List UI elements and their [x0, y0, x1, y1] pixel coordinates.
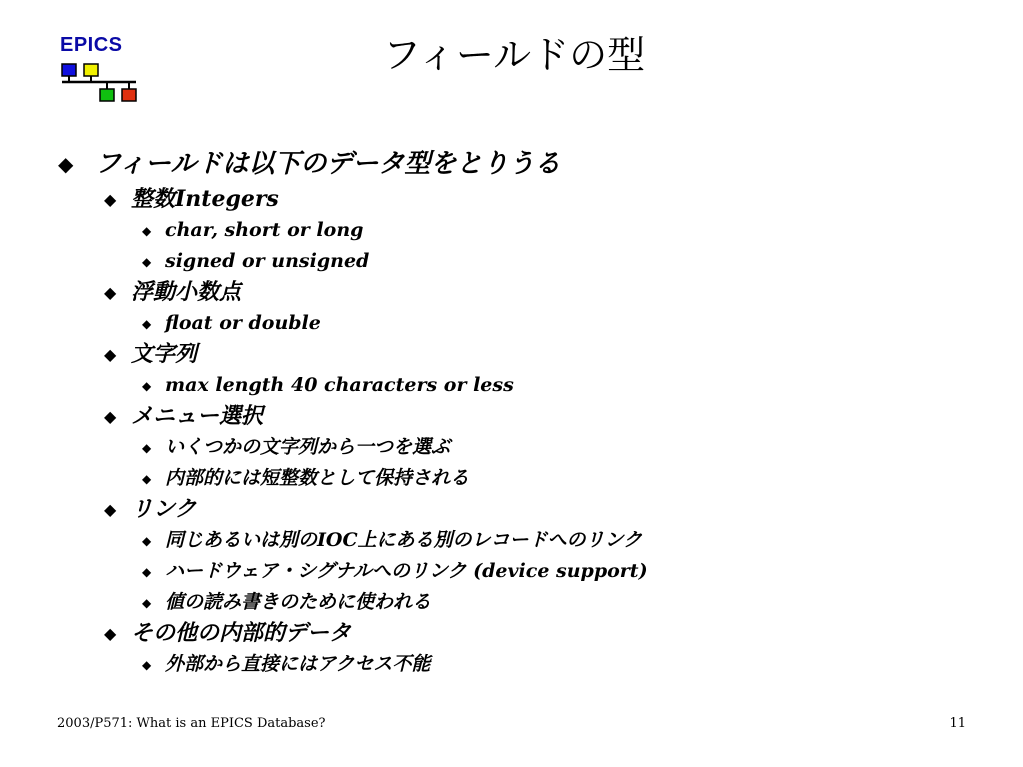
list-item-text: 文字列 — [131, 341, 198, 367]
diamond-bullet-icon: ◆ — [104, 624, 117, 643]
diamond-bullet-icon: ◆ — [142, 441, 152, 455]
diamond-bullet-icon: ◆ — [104, 345, 117, 364]
slide-title: フィールドの型 — [382, 33, 646, 77]
list-item-text: 整数Integers — [131, 186, 279, 212]
list-item-level-3 — [0, 556, 1023, 587]
list-item-text: 同じあるいは別のIOC上にある別のレコードへのリンク — [165, 529, 643, 551]
list-item-level-2 — [0, 184, 1023, 215]
list-item-text: float or double — [165, 312, 321, 334]
list-item-text: signed or unsigned — [165, 250, 370, 272]
diamond-bullet-icon: ◆ — [104, 190, 117, 209]
network-diagram-icon — [60, 62, 140, 106]
list-item-level-2 — [0, 339, 1023, 370]
diamond-bullet-icon: ◆ — [58, 152, 74, 176]
list-item-level-3 — [0, 525, 1023, 556]
diamond-bullet-icon: ◆ — [142, 534, 152, 548]
list-item-level-2 — [0, 618, 1023, 649]
diamond-bullet-icon: ◆ — [104, 283, 117, 302]
list-item-text: ハードウェア・シグナルへのリンク (device support) — [165, 560, 648, 582]
list-item-text: max length 40 characters or less — [165, 374, 514, 396]
list-item-level-2 — [0, 494, 1023, 525]
list-item-level-1 — [0, 144, 1023, 184]
list-item-text: 浮動小数点 — [131, 279, 242, 305]
logo-text: EPICS — [60, 34, 123, 56]
list-item-text: リンク — [131, 496, 197, 522]
list-item-level-2 — [0, 401, 1023, 432]
list-item-level-3 — [0, 587, 1023, 618]
diamond-bullet-icon: ◆ — [142, 565, 152, 579]
list-item-text: メニュー選択 — [131, 403, 264, 429]
diamond-bullet-icon: ◆ — [142, 255, 152, 269]
diamond-bullet-icon: ◆ — [142, 472, 152, 486]
list-item-text: 外部から直接にはアクセス不能 — [165, 653, 431, 675]
page-number: 11 — [949, 716, 966, 731]
list-item-level-3 — [0, 463, 1023, 494]
list-item-text: その他の内部的データ — [131, 620, 352, 646]
list-item-text: char, short or long — [165, 219, 364, 241]
list-item-text: いくつかの文字列から一つを選ぶ — [165, 436, 451, 458]
bullet-list — [0, 144, 1023, 680]
diamond-bullet-icon: ◆ — [142, 658, 152, 672]
list-item-level-3 — [0, 215, 1023, 246]
diamond-bullet-icon: ◆ — [142, 379, 152, 393]
diamond-bullet-icon: ◆ — [142, 224, 152, 238]
diamond-bullet-icon: ◆ — [104, 407, 117, 426]
list-item-text: 値の読み書きのために使われる — [165, 591, 432, 613]
list-item-text: 内部的には短整数として保持される — [165, 467, 470, 489]
diamond-bullet-icon: ◆ — [142, 596, 152, 610]
list-item-level-3 — [0, 370, 1023, 401]
list-item-level-3 — [0, 308, 1023, 339]
diamond-bullet-icon: ◆ — [104, 500, 117, 519]
list-item-level-2 — [0, 277, 1023, 308]
list-item-level-3 — [0, 432, 1023, 463]
footer-caption: 2003/P571: What is an EPICS Database? — [57, 716, 326, 731]
diamond-bullet-icon: ◆ — [142, 317, 152, 331]
list-item-text: フィールドは以下のデータ型をとりうる — [95, 149, 561, 179]
list-item-level-3 — [0, 649, 1023, 680]
epics-logo — [60, 34, 140, 106]
list-item-level-3 — [0, 246, 1023, 277]
